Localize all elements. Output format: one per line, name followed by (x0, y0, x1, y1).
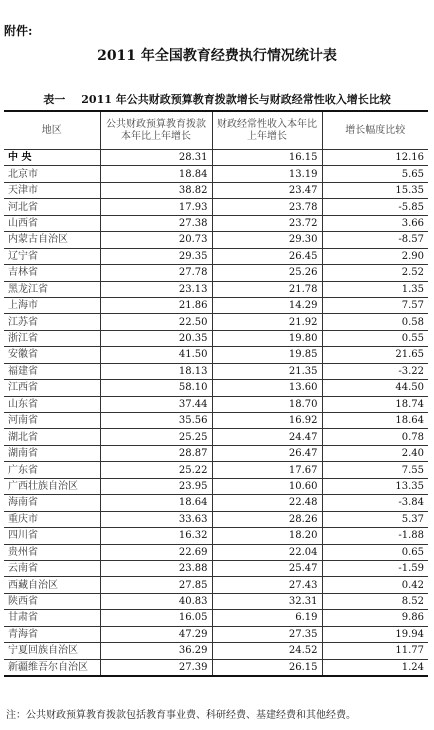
row-revenue-growth: 19.80 (212, 330, 322, 346)
row-revenue-growth: 6.19 (212, 610, 322, 626)
table-row (4, 445, 428, 461)
footnote: 注：公共财政预算教育拨款包括教育事业费、科研经费、基建经费和其他经费。 (6, 710, 356, 721)
row-edu-growth: 23.88 (100, 560, 212, 576)
row-revenue-growth: 26.15 (212, 659, 322, 676)
row-revenue-growth: 24.47 (212, 429, 322, 445)
row-growth-compare: 44.50 (322, 380, 428, 396)
row-growth-compare: 21.65 (322, 347, 428, 363)
row-growth-compare: 1.24 (322, 659, 428, 676)
row-region: 贵州省 (4, 544, 100, 560)
row-revenue-growth: 21.78 (212, 281, 322, 297)
table-row (4, 281, 428, 297)
row-growth-compare: 5.65 (322, 166, 428, 182)
row-revenue-growth: 22.04 (212, 544, 322, 560)
table-row (4, 396, 428, 412)
row-growth-compare: -1.59 (322, 560, 428, 576)
row-edu-growth: 28.87 (100, 445, 212, 461)
table-row (4, 363, 428, 379)
row-revenue-growth: 27.35 (212, 626, 322, 642)
row-region: 中 央 (4, 150, 100, 166)
row-edu-growth: 29.35 (100, 248, 212, 264)
row-revenue-growth: 17.67 (212, 462, 322, 478)
row-region: 江西省 (4, 380, 100, 396)
row-growth-compare: 13.35 (322, 478, 428, 494)
row-revenue-growth: 13.60 (212, 380, 322, 396)
row-edu-growth: 23.95 (100, 478, 212, 494)
row-edu-growth: 35.56 (100, 413, 212, 429)
row-growth-compare: -3.84 (322, 495, 428, 511)
row-growth-compare: 0.42 (322, 577, 428, 593)
row-region: 黑龙江省 (4, 281, 100, 297)
row-region: 湖北省 (4, 429, 100, 445)
row-revenue-growth: 18.20 (212, 528, 322, 544)
row-revenue-growth: 21.35 (212, 363, 322, 379)
row-growth-compare: 1.35 (322, 281, 428, 297)
row-region: 海南省 (4, 495, 100, 511)
row-revenue-growth: 29.30 (212, 232, 322, 248)
row-revenue-growth: 23.72 (212, 215, 322, 231)
row-growth-compare: 0.65 (322, 544, 428, 560)
row-growth-compare: -5.85 (322, 199, 428, 215)
row-edu-growth: 18.64 (100, 495, 212, 511)
table-row (4, 495, 428, 511)
row-growth-compare: -8.57 (322, 232, 428, 248)
table-row (4, 182, 428, 198)
row-revenue-growth: 24.52 (212, 643, 322, 659)
row-region: 天津市 (4, 182, 100, 198)
row-edu-growth: 18.13 (100, 363, 212, 379)
header-edu-growth: 公共财政预算教育拨款本年比上年增长 (100, 111, 212, 150)
row-revenue-growth: 18.70 (212, 396, 322, 412)
table-row (4, 478, 428, 494)
table-subtitle (0, 91, 434, 107)
row-edu-growth: 23.13 (100, 281, 212, 297)
table-row (4, 511, 428, 527)
row-region: 广西壮族自治区 (4, 478, 100, 494)
row-revenue-growth: 25.26 (212, 265, 322, 281)
row-growth-compare: 0.78 (322, 429, 428, 445)
table-row (4, 413, 428, 429)
table-row (4, 215, 428, 231)
row-growth-compare: 3.66 (322, 215, 428, 231)
row-revenue-growth: 27.43 (212, 577, 322, 593)
table-row (4, 150, 428, 166)
row-region: 湖南省 (4, 445, 100, 461)
row-edu-growth: 27.39 (100, 659, 212, 676)
row-revenue-growth: 26.47 (212, 445, 322, 461)
row-revenue-growth: 23.47 (212, 182, 322, 198)
row-revenue-growth: 32.31 (212, 593, 322, 609)
row-revenue-growth: 22.48 (212, 495, 322, 511)
row-edu-growth: 38.82 (100, 182, 212, 198)
row-edu-growth: 16.05 (100, 610, 212, 626)
row-edu-growth: 25.22 (100, 462, 212, 478)
row-edu-growth: 20.73 (100, 232, 212, 248)
attachment-label: 附件: (4, 24, 33, 38)
row-revenue-growth: 28.26 (212, 511, 322, 527)
table-number: 表一 (43, 93, 66, 106)
row-edu-growth: 27.85 (100, 577, 212, 593)
row-region: 吉林省 (4, 265, 100, 281)
row-growth-compare: 0.55 (322, 330, 428, 346)
row-growth-compare: 7.55 (322, 462, 428, 478)
table-row (4, 544, 428, 560)
row-region: 四川省 (4, 528, 100, 544)
row-edu-growth: 36.29 (100, 643, 212, 659)
table-row (4, 659, 428, 676)
row-region: 云南省 (4, 560, 100, 576)
document-title: 2011 年全国教育经费执行情况统计表 (97, 48, 337, 64)
header-growth-compare: 增长幅度比较 (322, 111, 428, 150)
row-growth-compare: 18.74 (322, 396, 428, 412)
row-region: 陕西省 (4, 593, 100, 609)
row-edu-growth: 27.78 (100, 265, 212, 281)
row-region: 宁夏回族自治区 (4, 643, 100, 659)
row-revenue-growth: 16.15 (212, 150, 322, 166)
row-edu-growth: 28.31 (100, 150, 212, 166)
row-region: 山东省 (4, 396, 100, 412)
row-growth-compare: 2.52 (322, 265, 428, 281)
table-row (4, 462, 428, 478)
row-edu-growth: 20.35 (100, 330, 212, 346)
row-revenue-growth: 21.92 (212, 314, 322, 330)
row-revenue-growth: 19.85 (212, 347, 322, 363)
row-growth-compare: 5.37 (322, 511, 428, 527)
table-row (4, 232, 428, 248)
row-edu-growth: 18.84 (100, 166, 212, 182)
row-revenue-growth: 10.60 (212, 478, 322, 494)
table-row (4, 593, 428, 609)
table-row (4, 626, 428, 642)
row-region: 西藏自治区 (4, 577, 100, 593)
row-edu-growth: 41.50 (100, 347, 212, 363)
table-row (4, 643, 428, 659)
row-growth-compare: 15.35 (322, 182, 428, 198)
row-growth-compare: 19.94 (322, 626, 428, 642)
row-growth-compare: 12.16 (322, 150, 428, 166)
table-row (4, 199, 428, 215)
row-growth-compare: 2.90 (322, 248, 428, 264)
header-region: 地区 (4, 111, 100, 150)
table-row (4, 528, 428, 544)
table-row (4, 330, 428, 346)
row-revenue-growth: 13.19 (212, 166, 322, 182)
row-region: 浙江省 (4, 330, 100, 346)
row-region: 广东省 (4, 462, 100, 478)
row-growth-compare: 0.58 (322, 314, 428, 330)
row-revenue-growth: 16.92 (212, 413, 322, 429)
row-edu-growth: 17.93 (100, 199, 212, 215)
row-edu-growth: 25.25 (100, 429, 212, 445)
row-region: 河北省 (4, 199, 100, 215)
row-edu-growth: 21.86 (100, 297, 212, 313)
row-revenue-growth: 14.29 (212, 297, 322, 313)
row-region: 内蒙古自治区 (4, 232, 100, 248)
table-row (4, 265, 428, 281)
table-header-row (4, 111, 428, 150)
row-growth-compare: 18.64 (322, 413, 428, 429)
stats-table (4, 110, 428, 677)
row-region: 北京市 (4, 166, 100, 182)
table-body (4, 150, 428, 677)
row-edu-growth: 22.50 (100, 314, 212, 330)
row-edu-growth: 33.63 (100, 511, 212, 527)
row-region: 河南省 (4, 413, 100, 429)
row-edu-growth: 27.38 (100, 215, 212, 231)
table-row (4, 577, 428, 593)
row-region: 安徽省 (4, 347, 100, 363)
table-row (4, 297, 428, 313)
row-growth-compare: 9.86 (322, 610, 428, 626)
row-growth-compare: 2.40 (322, 445, 428, 461)
row-edu-growth: 58.10 (100, 380, 212, 396)
row-edu-growth: 37.44 (100, 396, 212, 412)
row-region: 江苏省 (4, 314, 100, 330)
table-row (4, 560, 428, 576)
table-caption: 2011 年公共财政预算教育拨款增长与财政经常性收入增长比较 (81, 93, 391, 106)
row-edu-growth: 22.69 (100, 544, 212, 560)
row-edu-growth: 16.32 (100, 528, 212, 544)
row-growth-compare: 11.77 (322, 643, 428, 659)
row-region: 福建省 (4, 363, 100, 379)
table-row (4, 610, 428, 626)
table-row (4, 429, 428, 445)
row-region: 山西省 (4, 215, 100, 231)
table-row (4, 248, 428, 264)
row-edu-growth: 40.83 (100, 593, 212, 609)
header-revenue-growth: 财政经常性收入本年比上年增长 (212, 111, 322, 150)
row-revenue-growth: 23.78 (212, 199, 322, 215)
row-growth-compare: -1.88 (322, 528, 428, 544)
table-row (4, 347, 428, 363)
row-growth-compare: 8.52 (322, 593, 428, 609)
row-region: 重庆市 (4, 511, 100, 527)
row-growth-compare: -3.22 (322, 363, 428, 379)
row-region: 甘肃省 (4, 610, 100, 626)
row-edu-growth: 47.29 (100, 626, 212, 642)
row-region: 辽宁省 (4, 248, 100, 264)
row-region: 新疆维吾尔自治区 (4, 659, 100, 676)
table-row (4, 166, 428, 182)
row-growth-compare: 7.57 (322, 297, 428, 313)
row-region: 青海省 (4, 626, 100, 642)
row-region: 上海市 (4, 297, 100, 313)
table-row (4, 380, 428, 396)
row-revenue-growth: 26.45 (212, 248, 322, 264)
row-revenue-growth: 25.47 (212, 560, 322, 576)
table-row (4, 314, 428, 330)
